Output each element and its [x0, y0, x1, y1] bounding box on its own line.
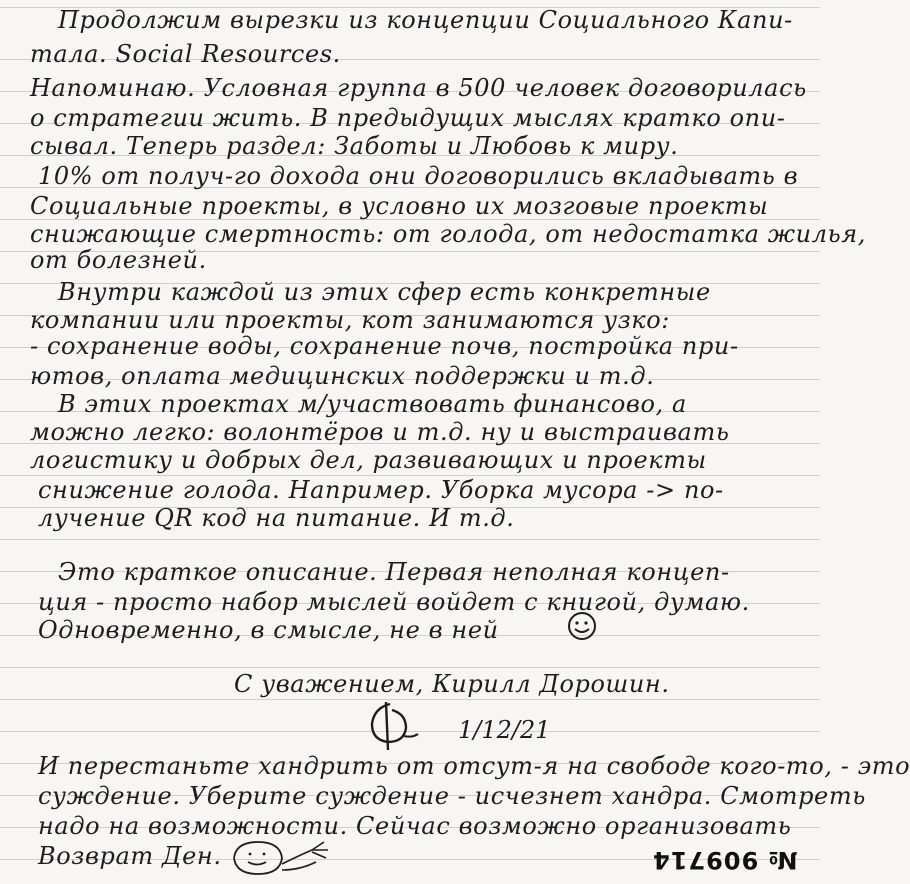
letter-line: Это краткое описание. Первая неполная концеп-: [58, 558, 730, 586]
letter-line: логистику и добрых дел, развивающих и проекты: [30, 446, 707, 474]
letter-line: снижающие смертность: от голода, от недостатка жилья,: [30, 220, 867, 248]
letter-line: Возврат Ден.: [38, 842, 222, 870]
letter-line: - сохранение воды, сохранение почв, постройка при-: [30, 332, 739, 360]
letter-line: суждение. Уберите суждение - исчезнет хандра. Смотреть: [38, 782, 866, 810]
letter-line: лучение QR код на питание. И т.д.: [38, 504, 515, 532]
hand-smiley-icon: [228, 836, 338, 880]
letter-line: Внутри каждой из этих сфер есть конкретные: [58, 278, 711, 306]
letter-line: компании или проекты, кот занимаются узко:: [30, 306, 670, 334]
letter-line: В этих проектах м/участвовать финансово, а: [58, 390, 687, 418]
letter-date: 1/12/21: [458, 716, 551, 744]
smiley-icon: [566, 610, 598, 642]
letter-line: сывал. Теперь раздел: Заботы и Любовь к миру.: [30, 132, 679, 160]
signature-mark: [360, 700, 420, 752]
letter-line: Продолжим вырезки из концепции Социального Капи-: [58, 6, 793, 34]
letter-line: ция - просто набор мыслей войдет с книгой, думаю.: [38, 588, 750, 616]
letter-line: от болезней.: [30, 246, 207, 274]
stamp-number: № 909714: [652, 846, 798, 874]
letter-line: о стратегии жить. В предыдущих мыслях кратко опи-: [30, 104, 786, 132]
letter-line: Одновременно, в смысле, не в ней: [38, 616, 499, 644]
letter-line: тала. Social Resources.: [30, 40, 341, 68]
letter-line: можно легко: волонтёров и т.д. ну и выстраивать: [30, 418, 730, 446]
closing-line: С уважением, Кирилл Дорошин.: [234, 670, 670, 698]
letter-line: Социальные проекты, в условно их мозговые проекты: [30, 192, 769, 220]
letter-line: И перестаньте хандрить от отсут-я на свободе кого-то, - это: [38, 752, 910, 780]
letter-line: Напоминаю. Условная группа в 500 человек договорилась: [30, 74, 807, 102]
letter-line: 10% от получ-го дохода они договорились вкладывать в: [38, 162, 799, 190]
letter-line: надо на возможности. Сейчас возможно организовать: [38, 812, 792, 840]
letter-line: ютов, оплата медицинских поддержки и т.д.: [30, 362, 655, 390]
letter-line: снижение голода. Например. Уборка мусора -> по-: [38, 476, 724, 504]
